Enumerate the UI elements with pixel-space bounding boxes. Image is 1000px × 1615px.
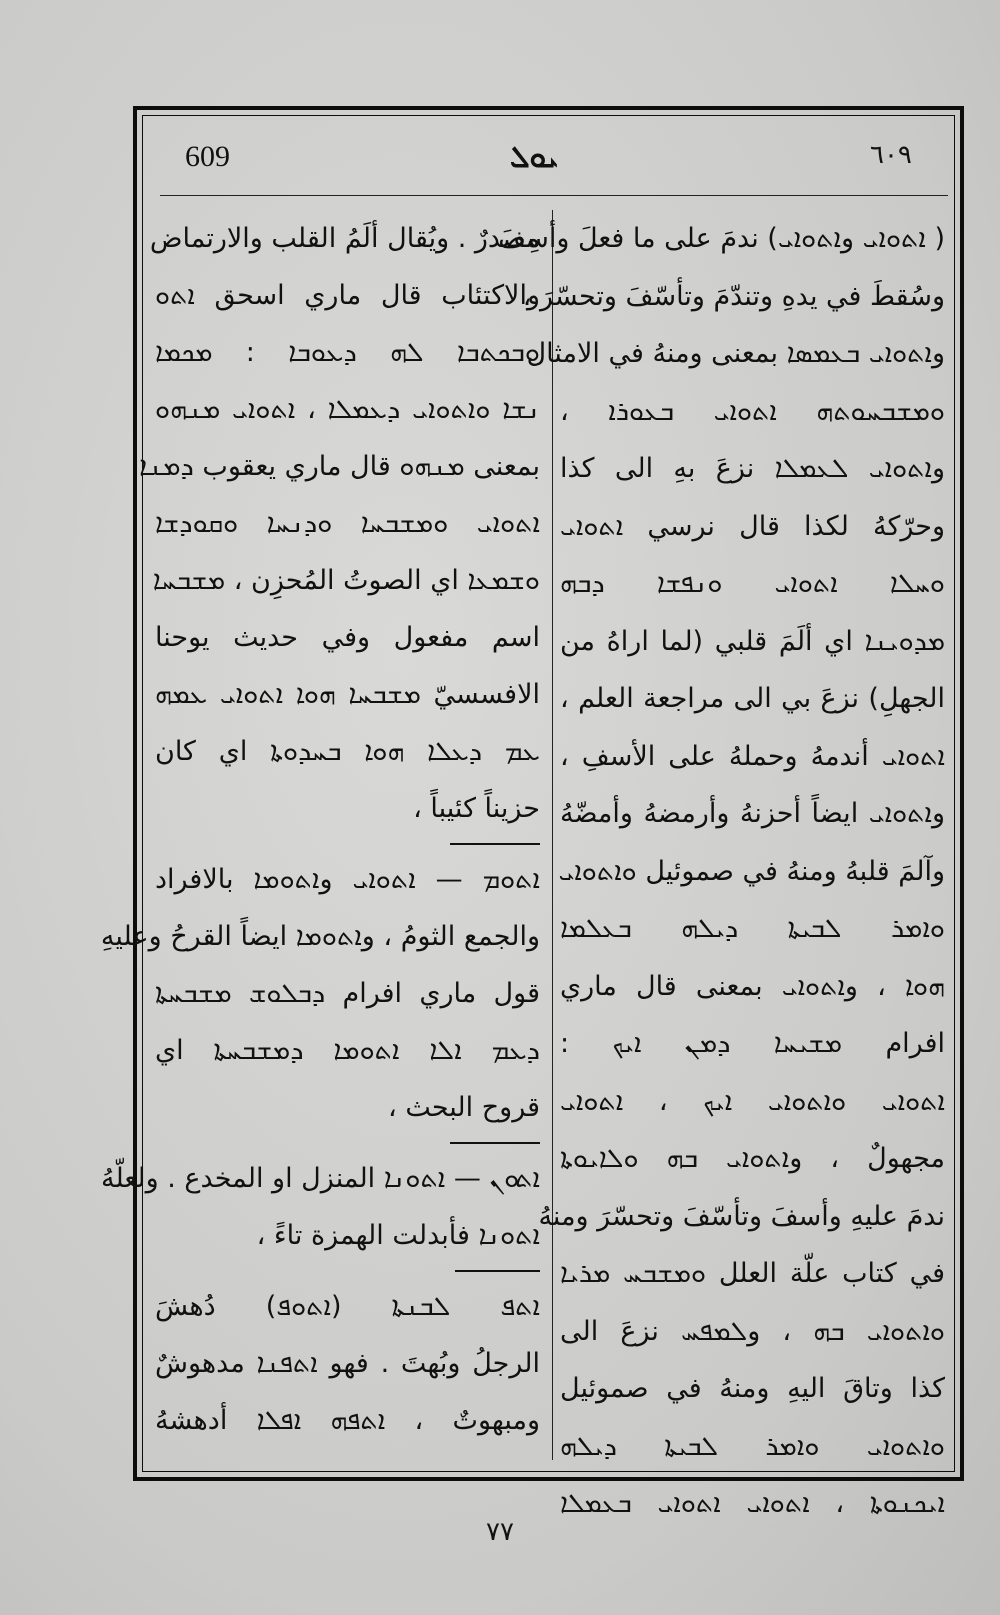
text-line: ܕܥܡ ܐܠܐ ܐܬܘܡܐ ܕܡܫܒܚܬܐ اي (155, 1035, 540, 1066)
text-line: حزيناً كئيباً ، (413, 793, 540, 824)
text-line: ܐܬܘܢ — ܐܬܘܢܐ المنزل او المخدع . ولعلّهُ (100, 1163, 540, 1194)
text-line: ܐܝܟܢܘܬܐ ، ܐܬܘܐܝ ܐܬܘܐܝ ܒܥܡܠܐ (560, 1488, 945, 1519)
text-line: والجمع الثومُ ، وܐܬܘܡܐ ايضاً القرحُ وعليهِ (100, 921, 540, 952)
entry-separator (155, 837, 540, 851)
running-head: ܝܘܠ (510, 140, 559, 175)
text-line: ܢܫܐ ܘܐܬܘܐܝ ܕܥܡܠܐ ، ܐܬܘܐܝ ܡܢܗܘ (155, 394, 540, 425)
text-line: مجهولٌ ، وܐܬܘܐܝ ܒܗ ܘܠܐܝܘܬܐ (560, 1143, 945, 1174)
footer-page-number: ٧٧ (486, 1517, 514, 1547)
text-line: ܘܚܠܐ ܐܬܘܐܝ ܘܢܦܫܐ ܕܒܗ (560, 568, 945, 599)
right-column (498, 210, 945, 1533)
entry-block (100, 851, 540, 1136)
text-line: وحرّكهُ لكذا قال نرسي ܐܬܘܐܝ (560, 510, 945, 542)
text-line: ܘܐܬܘܐܝ ܘܐܡܪ ܠܒܝܬܐ ܕܝܠܗ (560, 1430, 945, 1462)
entry-separator (155, 1136, 540, 1150)
text-line: ܐܬܦ ܠܒܢܬܐ (ܐܬܘܦ) دُهشَ (155, 1291, 540, 1322)
text-line: ܐܬܘܐܝ ܘܐܬܘܐܝ ܐܝܟ ، ܐܬܘܐܝ (560, 1085, 945, 1117)
text-line: ( ܐܬܘܐܝ وܐܬܘܐܝ) ندمَ على ما فعلَ وأسِفَ (498, 223, 945, 254)
text-line: ܗܘܐ ، وܐܬܘܐܝ بمعنى قال ماري (560, 970, 945, 1002)
text-line: بمعنى ܡܢܗܘ قال ماري يعقوب ܕܡܢܐ (139, 451, 540, 482)
text-line: الرجلُ وبُهتَ . فهو ܐܬܦܢܐ مدهوشٌ (155, 1348, 540, 1379)
text-line: ومبهوتٌ ، ܐܬܦܗ ܐܦܠܐ أدهشهُ (155, 1405, 540, 1436)
entry-block (100, 1150, 540, 1264)
text-line: ܘܡܫܒܚܘܬܗ ܐܬܘܐܝ ܒܥܘܪܐ ، (560, 395, 945, 427)
column-divider (552, 210, 553, 1460)
text-line: وܐܬܘܐܝ ايضاً أحزنهُ وأرمضهُ وأمضّهُ (560, 798, 945, 829)
text-line: ܘܐܬܘܐܝ ܒܗ ، وܠܡܦܚ نزعَ الى (560, 1315, 945, 1347)
text-line: قروح البحث ، (388, 1092, 540, 1123)
text-line: وܐܬܘܐܝ ܒܥܡܣܐ بمعنى ومنهُ في الامثال (526, 338, 945, 369)
header-rule (160, 195, 948, 196)
text-line: ܐܬܘܐܝ ܘܡܫܒܚܐ ܘܕܢܚܐ ܘܩܘܕܫܐ (155, 508, 540, 539)
text-line: وܐܬܘܐܝ ܠܥܡܠܐ نزعَ بهِ الى كذا (560, 453, 945, 484)
page-number-arabic: ٦٠٩ (870, 140, 912, 170)
text-line: افرام ܡܫܝܚܐ ܕܡܢ ܐܝܟ : (560, 1028, 945, 1059)
text-line: ܐܬܘܡ — ܐܬܘܐܝ وܐܬܘܡܐ بالافراد (155, 864, 540, 895)
text-line: وسُقطَ في يدهِ وتندّمَ وتأسّفَ وتحسّرَ ، (522, 280, 945, 312)
text-line: الافسسيّ ܡܫܒܚܐ ܗܘܐ ܐܬܘܐܝ ܥܡܗ (155, 679, 540, 710)
text-line: ܥܡ ܕܥܠܐ ܗܘܐ ܒܚܕܘܬܐ اي كان (155, 736, 540, 767)
text-line: ܡܕܘܝܢܐ اي ألَمَ قلبي (لما اراهُ من (560, 625, 945, 657)
entry-separator (155, 1264, 540, 1278)
text-line: في كتاب علّة العلل ܘܡܫܒܚ ܡܪܝܐ (560, 1258, 945, 1289)
text-line: مصدرٌ . ويُقال ألَمُ القلب والارتماض (149, 223, 540, 254)
text-line: ندمَ عليهِ وأسفَ وتأسّفَ وتحسّرَ ومنهُ (538, 1200, 945, 1232)
text-line: ܐܬܘܢܐ فأبدلت الهمزة تاءً ، (256, 1220, 540, 1251)
text-line: ܘܫܡܥܐ اي الصوتُ المُحزِن ، ܡܫܒܚܐ (152, 565, 540, 596)
text-line: اسم مفعول وفي حديث يوحنا (155, 622, 540, 653)
text-line: ܘܒܟܬܒܐ ܠܗ ܕܥܘܒܐ : ܡܟܡܐ (155, 337, 540, 368)
page-number-latin: 609 (185, 140, 230, 173)
text-line: وآلمَ قلبهُ ومنهُ في صموئيل ܘܐܬܘܐܝ (558, 855, 945, 887)
entry-block (139, 210, 540, 837)
text-line: والاكتئاب قال ماري اسحق ܐܬܘ (155, 280, 540, 311)
text-line: قول ماري افرام ܕܒܠܘܫ ܡܫܒܚܬܐ (155, 978, 540, 1009)
text-line: كذا وتاقَ اليهِ ومنهُ في صموئيل (560, 1373, 945, 1404)
text-line: ܐܬܘܐܝ أندمهُ وحملهُ على الأسفِ ، (560, 740, 945, 772)
text-line: الجهلِ) نزعَ بي الى مراجعة العلم ، (560, 683, 945, 714)
text-line: ܘܐܡܪ ܠܒܝܬܐ ܕܝܠܗ ܒܥܠܡܐ (560, 913, 945, 944)
left-column (100, 210, 540, 1449)
entry-block (155, 1278, 540, 1449)
